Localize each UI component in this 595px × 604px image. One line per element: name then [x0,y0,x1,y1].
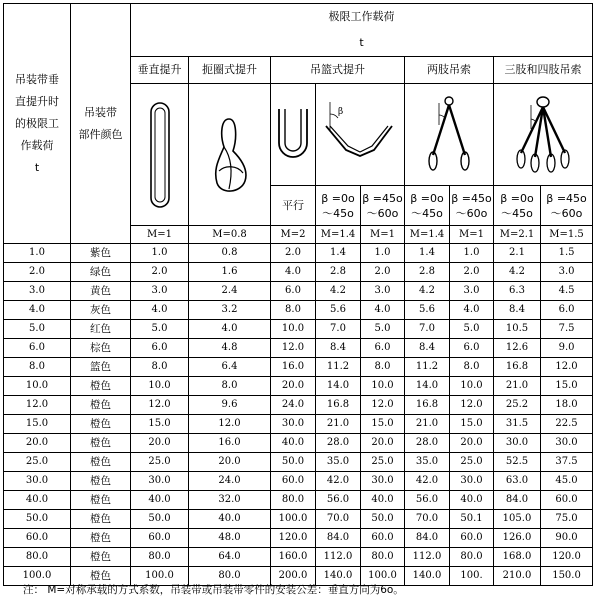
load-cell: 5.0 [450,320,494,339]
load-cell: 80.0 [361,548,405,567]
load-cell: 42.0 [316,472,361,491]
load-cell: 12.0 [450,396,494,415]
load-cell: 9.0 [541,339,593,358]
load-cell: 7.0 [405,320,450,339]
load-cell: 70.0 [405,510,450,529]
load-cell: 60.0 [541,491,593,510]
load-cell: 30.0 [450,472,494,491]
vertical-limit-cell: 12.0 [4,396,71,415]
vertical-limit-cell: 8.0 [4,358,71,377]
vertical-limit-cell: 15.0 [4,415,71,434]
load-cell: 48.0 [189,529,271,548]
load-cell: 30.0 [131,472,189,491]
multi-leg-beta-45-60-header: β =45o ～60o [541,186,593,226]
load-cell: 50.0 [131,510,189,529]
lift-two-leg-header: 两肢吊索 [405,57,494,84]
load-cell: 100.0 [271,510,316,529]
load-cell: 15.0 [450,415,494,434]
vertical-limit-cell: 40.0 [4,491,71,510]
mode-factor-cell: M=2 [271,226,316,244]
load-cell: 10.0 [131,377,189,396]
table-row [4,301,593,320]
load-cell: 20.0 [271,377,316,396]
load-cell: 210.0 [494,567,541,586]
color-cell: 橙色 [71,453,131,472]
load-cell: 2.0 [450,263,494,282]
load-cell: 3.0 [361,282,405,301]
load-cell: 21.0 [316,415,361,434]
table-row [4,358,593,377]
table-row [4,263,593,282]
load-cell: 84.0 [316,529,361,548]
load-cell: 12.6 [494,339,541,358]
load-cell: 60.0 [450,529,494,548]
cropped-next-line [3,599,592,604]
load-cell: 1.4 [316,244,361,263]
load-cell: 40.0 [361,491,405,510]
load-cell: 25.0 [450,453,494,472]
mode-factor-cell: M=0.8 [189,226,271,244]
basket-beta-0-45-header: β =0o ～45o [316,186,361,226]
load-cell: 12.0 [541,358,593,377]
table-row [4,434,593,453]
load-cell: 6.3 [494,282,541,301]
load-cell: 5.6 [405,301,450,320]
load-cell: 37.5 [541,453,593,472]
load-cell: 160.0 [271,548,316,567]
load-cell: 4.0 [450,301,494,320]
load-cell: 8.4 [316,339,361,358]
color-cell: 橙色 [71,434,131,453]
load-cell: 5.0 [131,320,189,339]
load-cell: 120.0 [541,548,593,567]
load-cell: 126.0 [494,529,541,548]
load-cell: 63.0 [494,472,541,491]
load-cell: 45.0 [541,472,593,491]
two-leg-beta-45-60-header: β =45o ～60o [450,186,494,226]
table-row [4,282,593,301]
vertical-limit-header: 吊装带垂 直提升时 的极限工 作载荷 t [4,4,71,244]
load-cell: 18.0 [541,396,593,415]
basket-parallel-label: 平行 [271,186,316,226]
color-cell: 绿色 [71,263,131,282]
table-row [4,548,593,567]
load-cell: 42.0 [405,472,450,491]
load-cell: 40.0 [450,491,494,510]
load-cell: 11.2 [316,358,361,377]
load-cell: 16.8 [405,396,450,415]
load-cell: 4.8 [189,339,271,358]
load-cell: 8.0 [131,358,189,377]
basket-beta-45-60-header: β =45o ～60o [361,186,405,226]
load-cell: 6.0 [131,339,189,358]
color-cell: 橙色 [71,529,131,548]
load-cell: 80.0 [271,491,316,510]
load-cell: 6.0 [450,339,494,358]
load-cell: 40.0 [271,434,316,453]
mode-factor-cell: M=2.1 [494,226,541,244]
choke-hitch-icon [189,84,271,226]
load-cell: 75.0 [541,510,593,529]
vertical-limit-cell: 1.0 [4,244,71,263]
load-cell: 8.0 [271,301,316,320]
load-cell: 16.8 [316,396,361,415]
load-cell: 1.0 [131,244,189,263]
load-cell: 28.0 [316,434,361,453]
load-cell: 12.0 [271,339,316,358]
load-cell: 4.2 [316,282,361,301]
load-cell: 56.0 [316,491,361,510]
load-cell: 2.0 [271,244,316,263]
two-leg-sling-icon [405,84,494,186]
color-cell: 橙色 [71,415,131,434]
load-cell: 50.1 [450,510,494,529]
load-cell: 3.0 [131,282,189,301]
load-cell: 100. [450,567,494,586]
load-cell: 64.0 [189,548,271,567]
load-cell: 8.0 [450,358,494,377]
mode-factor-cell: M=1 [131,226,189,244]
load-cell: 52.5 [494,453,541,472]
load-cell: 80.0 [450,548,494,567]
working-load-limit-table [3,3,593,586]
color-cell: 橙色 [71,567,131,586]
load-cell: 11.2 [405,358,450,377]
mode-factor-cell: M=1 [361,226,405,244]
load-cell: 10.0 [450,377,494,396]
load-cell: 70.0 [316,510,361,529]
svg-text:β: β [338,106,344,117]
load-cell: 5.0 [361,320,405,339]
table-row [4,396,593,415]
load-cell: 8.4 [405,339,450,358]
table-note: 注： M=对称承载的方式系数，吊装带或吊装带零件的安装公差：垂直方向为6o。 [23,584,404,596]
basket-hitch-angle-icon [316,84,405,186]
color-cell: 橙色 [71,377,131,396]
load-cell: 16.0 [189,434,271,453]
load-cell: 14.0 [405,377,450,396]
load-cell: 3.0 [541,263,593,282]
table-row [4,453,593,472]
load-cell: 12.0 [131,396,189,415]
load-cell: 2.4 [189,282,271,301]
vertical-limit-cell: 3.0 [4,282,71,301]
mode-factor-cell: M=1.5 [541,226,593,244]
table-row [4,244,593,263]
load-cell: 0.8 [189,244,271,263]
load-cell: 30.0 [271,415,316,434]
load-cell: 20.0 [361,434,405,453]
three-four-leg-sling-icon [494,84,593,186]
load-cell: 15.0 [361,415,405,434]
vertical-limit-cell: 2.0 [4,263,71,282]
load-cell: 16.8 [494,358,541,377]
limit-load-header: 极限工作载荷 t [131,4,593,57]
load-cell: 7.5 [541,320,593,339]
lift-three-four-leg-header: 三肢和四肢吊索 [494,57,593,84]
load-cell: 25.0 [361,453,405,472]
table-row [4,529,593,548]
load-cell: 40.0 [131,491,189,510]
vertical-loop-sling-icon [131,84,189,226]
vertical-limit-cell: 80.0 [4,548,71,567]
vertical-limit-cell: 5.0 [4,320,71,339]
load-cell: 50.0 [271,453,316,472]
color-cell: 灰色 [71,301,131,320]
load-cell: 21.0 [405,415,450,434]
load-cell: 4.2 [405,282,450,301]
load-cell: 105.0 [494,510,541,529]
load-cell: 2.8 [316,263,361,282]
load-cell: 24.0 [189,472,271,491]
vertical-limit-cell: 100.0 [4,567,71,586]
load-cell: 40.0 [189,510,271,529]
load-cell: 140.0 [405,567,450,586]
load-cell: 2.0 [361,263,405,282]
load-cell: 60.0 [361,529,405,548]
color-cell: 橙色 [71,548,131,567]
color-cell: 橙色 [71,396,131,415]
load-cell: 30.0 [361,472,405,491]
load-cell: 6.0 [541,301,593,320]
load-cell: 60.0 [131,529,189,548]
table-row [4,339,593,358]
load-cell: 1.5 [541,244,593,263]
load-cell: 120.0 [271,529,316,548]
load-cell: 100.0 [131,567,189,586]
vertical-limit-cell: 60.0 [4,529,71,548]
load-cell: 2.0 [131,263,189,282]
lift-choke-header: 扼圈式提升 [189,57,271,84]
load-table-sheet [3,3,592,586]
load-cell: 20.0 [189,453,271,472]
color-cell: 橙色 [71,472,131,491]
table-body [4,244,593,586]
load-cell: 60.0 [271,472,316,491]
table-row [4,377,593,396]
load-cell: 84.0 [405,529,450,548]
load-cell: 4.5 [541,282,593,301]
color-header: 吊装带 部件颜色 [71,4,131,244]
load-cell: 10.0 [361,377,405,396]
vertical-limit-cell: 30.0 [4,472,71,491]
load-cell: 1.6 [189,263,271,282]
load-cell: 12.0 [361,396,405,415]
load-cell: 12.0 [189,415,271,434]
color-cell: 橙色 [71,510,131,529]
load-cell: 1.0 [450,244,494,263]
load-cell: 15.0 [131,415,189,434]
load-cell: 50.0 [361,510,405,529]
load-cell: 168.0 [494,548,541,567]
load-cell: 2.8 [405,263,450,282]
color-cell: 橙色 [71,491,131,510]
load-cell: 30.0 [494,434,541,453]
load-cell: 80.0 [131,548,189,567]
table-row [4,320,593,339]
load-cell: 3.0 [450,282,494,301]
color-cell: 棕色 [71,339,131,358]
load-cell: 200.0 [271,567,316,586]
table-row [4,472,593,491]
load-cell: 3.2 [189,301,271,320]
load-cell: 4.0 [271,263,316,282]
load-cell: 7.0 [316,320,361,339]
load-cell: 16.0 [271,358,316,377]
load-cell: 31.5 [494,415,541,434]
load-cell: 24.0 [271,396,316,415]
lift-vertical-header: 垂直提升 [131,57,189,84]
load-cell: 32.0 [189,491,271,510]
mode-factor-cell: M=1.4 [316,226,361,244]
color-cell: 紫色 [71,244,131,263]
vertical-limit-cell: 20.0 [4,434,71,453]
load-cell: 90.0 [541,529,593,548]
vertical-limit-cell: 6.0 [4,339,71,358]
mode-factor-cell: M=1.4 [405,226,450,244]
vertical-limit-cell: 50.0 [4,510,71,529]
load-cell: 4.0 [131,301,189,320]
basket-hitch-parallel-icon [271,84,316,186]
load-cell: 2.1 [494,244,541,263]
load-cell: 5.6 [316,301,361,320]
two-leg-beta-0-45-header: β =0o ～45o [405,186,450,226]
multi-leg-beta-0-45-header: β =0o ～45o [494,186,541,226]
table-row [4,510,593,529]
load-cell: 4.2 [494,263,541,282]
load-cell: 8.0 [361,358,405,377]
load-cell: 56.0 [405,491,450,510]
color-cell: 篮色 [71,358,131,377]
load-cell: 112.0 [405,548,450,567]
vertical-limit-cell: 4.0 [4,301,71,320]
load-cell: 140.0 [316,567,361,586]
load-cell: 6.4 [189,358,271,377]
load-cell: 35.0 [316,453,361,472]
load-cell: 28.0 [405,434,450,453]
load-cell: 84.0 [494,491,541,510]
load-cell: 9.6 [189,396,271,415]
load-cell: 1.0 [361,244,405,263]
color-cell: 黄色 [71,282,131,301]
vertical-limit-cell: 10.0 [4,377,71,396]
lift-basket-header: 吊篮式提升 [271,57,405,84]
vertical-limit-cell: 25.0 [4,453,71,472]
load-cell: 10.5 [494,320,541,339]
load-cell: 100.0 [361,567,405,586]
load-cell: 4.0 [189,320,271,339]
load-cell: 30.0 [541,434,593,453]
mode-factor-cell: M=1 [450,226,494,244]
load-cell: 20.0 [450,434,494,453]
load-cell: 150.0 [541,567,593,586]
load-cell: 1.4 [405,244,450,263]
load-cell: 112.0 [316,548,361,567]
load-cell: 20.0 [131,434,189,453]
load-cell: 25.0 [131,453,189,472]
load-cell: 14.0 [316,377,361,396]
load-cell: 80.0 [189,567,271,586]
table-row [4,415,593,434]
table-row [4,491,593,510]
load-cell: 21.0 [494,377,541,396]
load-cell: 4.0 [361,301,405,320]
load-cell: 6.0 [271,282,316,301]
load-cell: 25.2 [494,396,541,415]
load-cell: 15.0 [541,377,593,396]
load-cell: 8.4 [494,301,541,320]
load-cell: 6.0 [361,339,405,358]
load-cell: 10.0 [271,320,316,339]
load-cell: 22.5 [541,415,593,434]
color-cell: 红色 [71,320,131,339]
load-cell: 8.0 [189,377,271,396]
load-cell: 35.0 [405,453,450,472]
